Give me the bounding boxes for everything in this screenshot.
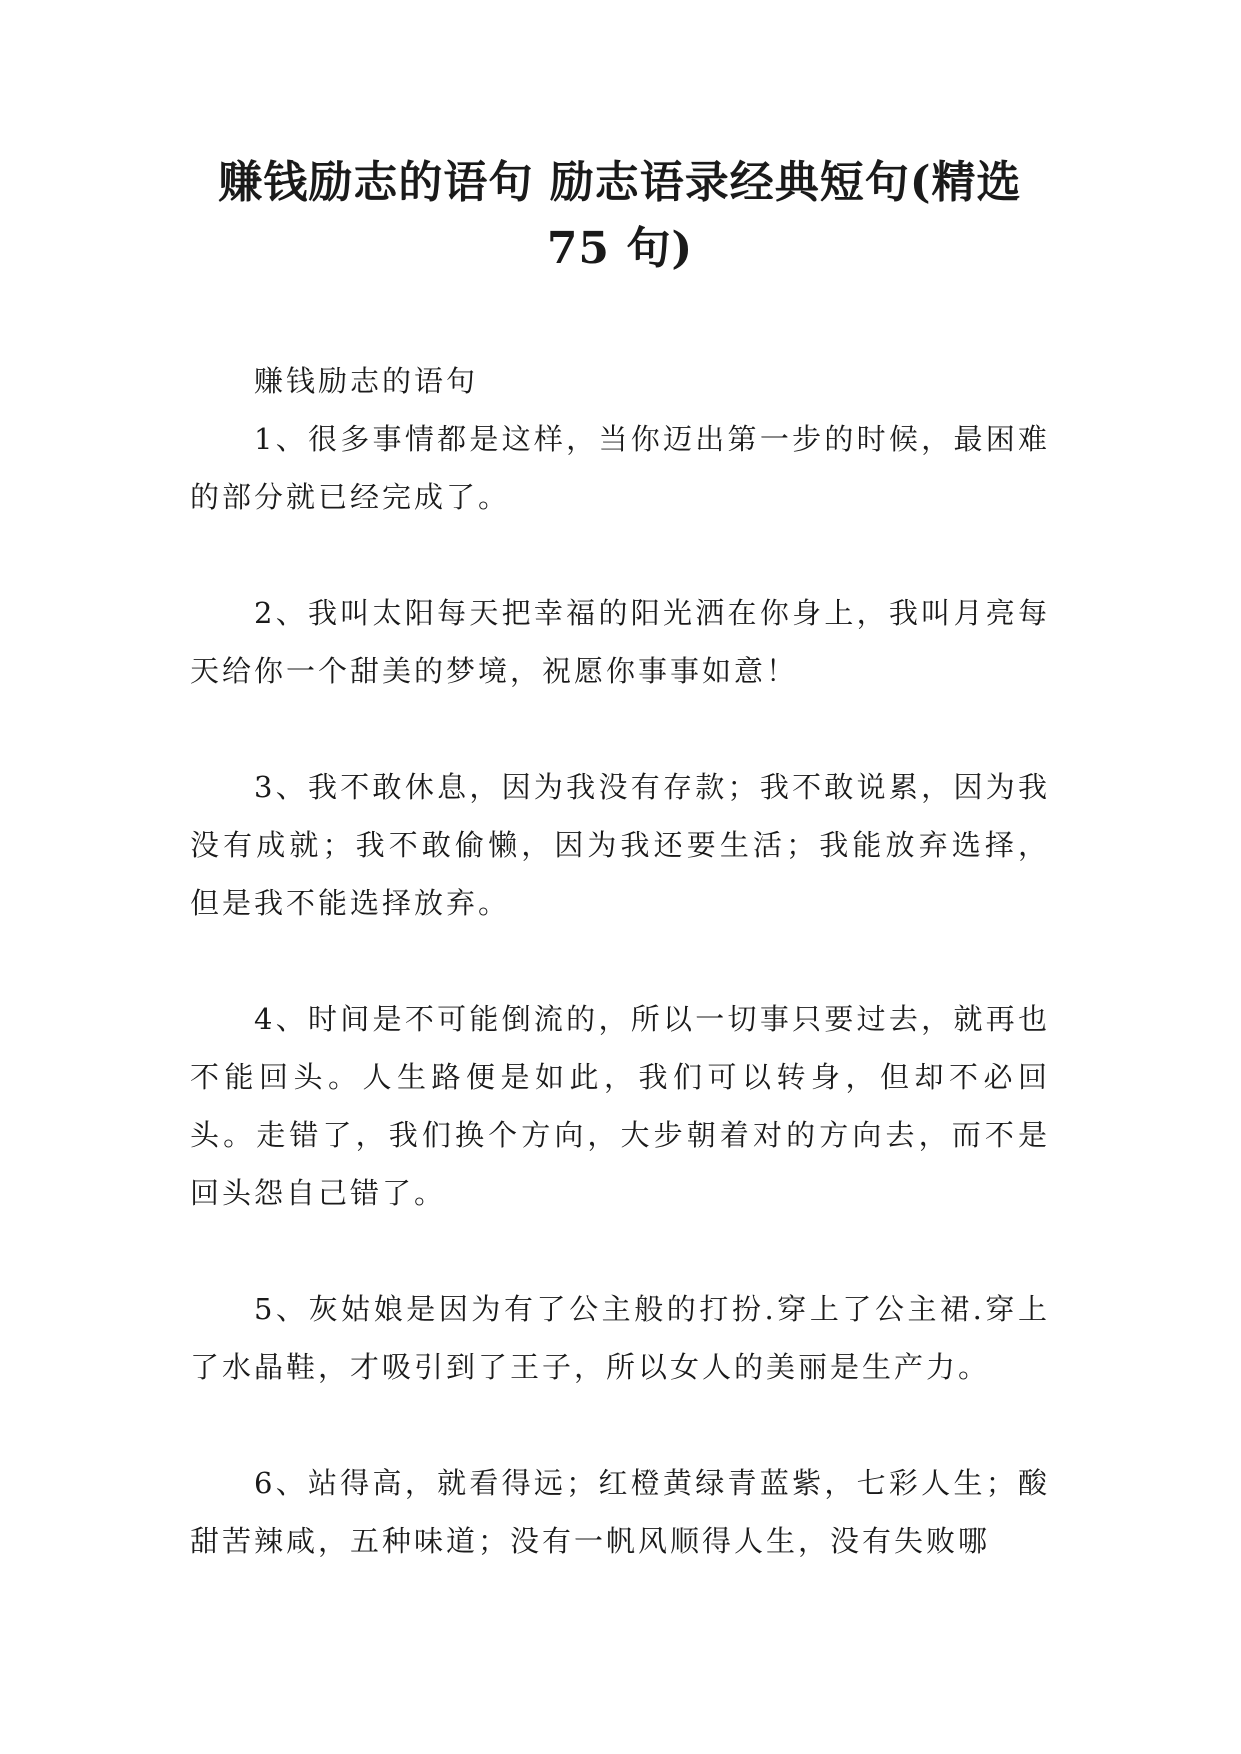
paragraph-spacer bbox=[190, 1222, 1050, 1280]
paragraph-spacer bbox=[190, 526, 1050, 584]
paragraph-1: 1、很多事情都是这样，当你迈出第一步的时候，最困难的部分就已经完成了。 bbox=[190, 422, 1050, 514]
section-heading: 赚钱励志的语句 bbox=[254, 364, 479, 398]
paragraph-4: 4、时间是不可能倒流的，所以一切事只要过去，就再也不能回头。人生路便是如此，我们可以转身，但却不必回头。走错了，我们换个方向，大步朝着对的方向去，而不是回头怨自己错了。 bbox=[190, 1002, 1050, 1210]
paragraph-3: 3、我不敢休息，因为我没有存款；我不敢说累，因为我没有成就；我不敢偷懒，因为我还要生活；我能放弃选择，但是我不能选择放弃。 bbox=[190, 770, 1050, 920]
paragraph-2: 2、我叫太阳每天把幸福的阳光洒在你身上，我叫月亮每天给你一个甜美的梦境，祝愿你事事如意！ bbox=[190, 596, 1050, 688]
paragraph-5: 5、灰姑娘是因为有了公主般的打扮.穿上了公主裙.穿上了水晶鞋，才吸引到了王子，所以女人的美丽是生产力。 bbox=[190, 1292, 1050, 1384]
paragraph-spacer bbox=[190, 1396, 1050, 1454]
paragraph-spacer bbox=[190, 700, 1050, 758]
paragraph-6: 6、站得高，就看得远；红橙黄绿青蓝紫，七彩人生；酸甜苦辣咸，五种味道；没有一帆风顺得人生，没有失败哪 bbox=[190, 1466, 1050, 1558]
title-line-2: 75 句) bbox=[546, 223, 694, 274]
document-title bbox=[170, 150, 1070, 282]
document-body bbox=[190, 352, 1050, 1570]
title-line-1: 赚钱励志的语句 励志语录经典短句(精选 bbox=[218, 157, 1022, 208]
paragraph-spacer bbox=[190, 932, 1050, 990]
